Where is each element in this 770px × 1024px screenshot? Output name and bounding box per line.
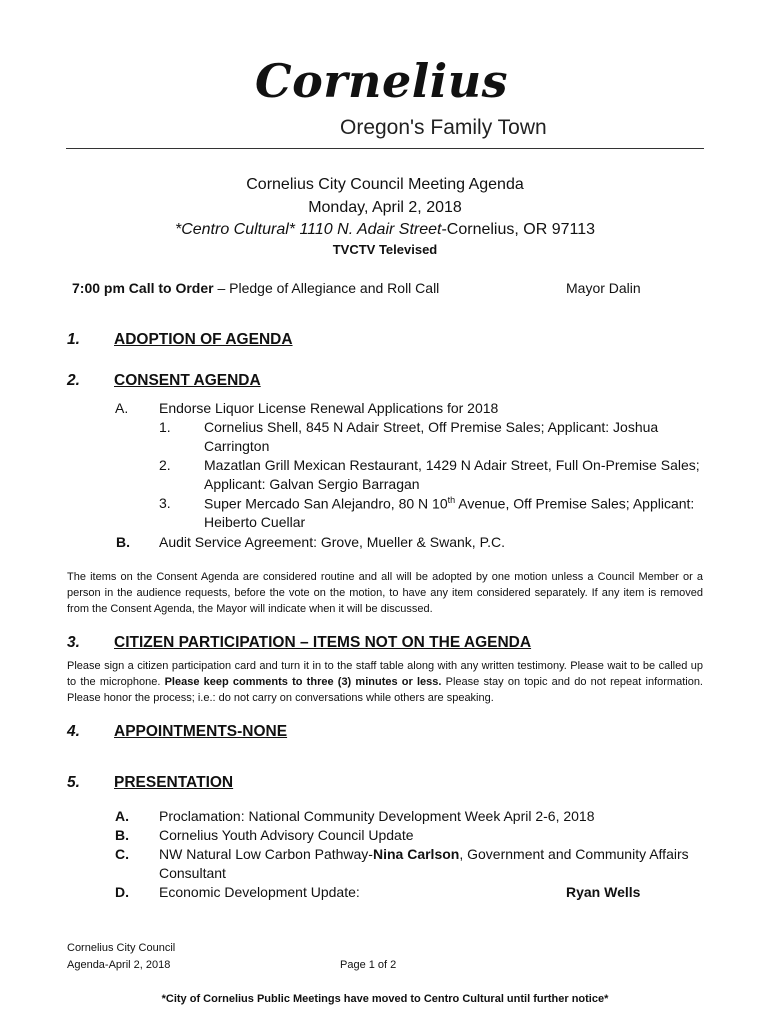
presentation-a-text: Proclamation: National Community Development Week April 2-6, 2018 bbox=[159, 808, 595, 824]
liquor-item-3-text-a: Super Mercado San Alejandro, 80 N 10 bbox=[204, 495, 448, 512]
footer-org: Cornelius City Council bbox=[67, 942, 176, 954]
liquor-item-2-line1: Mazatlan Grill Mexican Restaurant, 1429 N Adair Street, Full On-Premise Sales; bbox=[204, 457, 700, 473]
page-number: Page 1 of 2 bbox=[340, 959, 397, 971]
presentation-c-letter: C. bbox=[115, 846, 129, 862]
section-3-number: 3. bbox=[67, 634, 80, 651]
meeting-location bbox=[0, 221, 770, 239]
consent-agenda-note: The items on the Consent Agenda are considered routine and all will be adopted by one motion unless a Council Member or a person in the audience requests, before the vote on the motion, to have any item considered separately. If any item is removed from the Consent Agenda, the Mayor will indicate when it will be discussed. bbox=[67, 571, 703, 615]
section-3-heading: CITIZEN PARTICIPATION – ITEMS NOT ON THE AGENDA bbox=[114, 634, 532, 651]
section-2-heading: CONSENT AGENDA bbox=[114, 372, 261, 389]
consent-item-b-text: Audit Service Agreement: Grove, Mueller & Swank, P.C. bbox=[159, 534, 506, 550]
logo-tagline: Oregon's Family Town bbox=[340, 116, 547, 139]
liquor-item-1-line1: Cornelius Shell, 845 N Adair Street, Off Premise Sales; Applicant: Joshua bbox=[204, 419, 659, 435]
venue-notice: *City of Cornelius Public Meetings have moved to Centro Cultural until further notice* bbox=[161, 993, 609, 1005]
presentation-c-role: , Government and Community Affairs bbox=[459, 846, 689, 862]
location-city: -Cornelius, OR 97113 bbox=[441, 221, 596, 238]
liquor-item-2-line2: Applicant: Galvan Sergio Barragan bbox=[204, 476, 420, 492]
liquor-item-1-line2: Carrington bbox=[204, 438, 270, 454]
section-2-number: 2. bbox=[67, 372, 80, 389]
section-1-heading: ADOPTION OF AGENDA bbox=[114, 331, 293, 348]
section-1-number: 1. bbox=[67, 331, 80, 348]
agenda-title: Cornelius City Council Meeting Agenda bbox=[246, 176, 524, 193]
location-venue: *Centro Cultural* 1110 N. Adair Street bbox=[174, 221, 442, 238]
presentation-d-presenter: Ryan Wells bbox=[566, 884, 641, 900]
presentation-d-letter: D. bbox=[115, 884, 129, 900]
ordinal-suffix: th bbox=[447, 495, 456, 505]
liquor-item-3-line1 bbox=[204, 495, 694, 512]
cornelius-logo: Cornelius bbox=[255, 54, 509, 108]
televised-note: TVCTV Televised bbox=[332, 242, 438, 257]
presentation-c-topic: NW Natural Low Carbon Pathway- bbox=[159, 846, 373, 862]
call-to-order-presenter: Mayor Dalin bbox=[566, 280, 641, 296]
presentation-a-letter: A. bbox=[115, 808, 129, 824]
section-5-heading: PRESENTATION bbox=[114, 774, 234, 791]
presentation-c-presenter: Nina Carlson bbox=[372, 846, 460, 862]
instructions-text-b: Please stay on topic and do not repeat information. Please honor the process; i.e.: do not carry on conversations while others are speaking. bbox=[67, 676, 703, 704]
section-5-number: 5. bbox=[67, 774, 80, 791]
presentation-c-line2: Consultant bbox=[159, 865, 226, 881]
consent-item-a-letter: A. bbox=[115, 400, 129, 416]
footer-doc: Agenda-April 2, 2018 bbox=[67, 959, 171, 971]
presentation-c-line1 bbox=[159, 846, 689, 862]
header-divider bbox=[66, 148, 704, 149]
instructions-time-limit: Please keep comments to three (3) minutes or less. bbox=[164, 676, 442, 688]
call-to-order bbox=[72, 280, 439, 296]
meeting-date: Monday, April 2, 2018 bbox=[308, 199, 462, 216]
liquor-item-3-text-b: Avenue, Off Premise Sales; Applicant: bbox=[455, 495, 695, 512]
liquor-item-1-number: 1. bbox=[159, 419, 171, 435]
presentation-b-text: Cornelius Youth Advisory Council Update bbox=[159, 827, 414, 843]
liquor-item-3-line2: Heiberto Cuellar bbox=[204, 514, 306, 530]
instructions-text-a: Please sign a citizen participation card and turn it in to the staff table along with any written testimony. Please wait to be called up to the microphone. bbox=[67, 660, 703, 688]
section-4-number: 4. bbox=[67, 723, 80, 740]
presentation-b-letter: B. bbox=[115, 827, 129, 843]
consent-item-a-text: Endorse Liquor License Renewal Applications for 2018 bbox=[159, 400, 499, 416]
citizen-participation-instructions bbox=[67, 658, 703, 706]
liquor-item-2-number: 2. bbox=[159, 457, 171, 473]
presentation-d-text: Economic Development Update: bbox=[159, 884, 360, 900]
call-to-order-time: 7:00 pm Call to Order bbox=[72, 280, 214, 296]
consent-item-b-letter: B. bbox=[116, 534, 130, 550]
call-to-order-text: – Pledge of Allegiance and Roll Call bbox=[213, 280, 440, 296]
section-4-heading: APPOINTMENTS-NONE bbox=[114, 723, 288, 740]
liquor-item-3-number: 3. bbox=[159, 495, 171, 511]
